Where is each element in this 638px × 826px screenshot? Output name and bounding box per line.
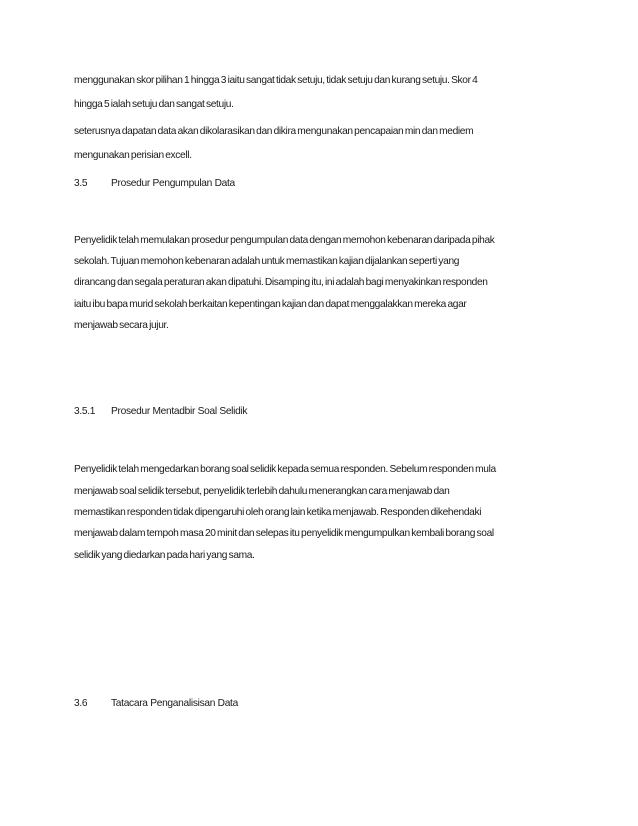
paragraph-3-line-2: sekolah. Tujuan memohon kebenaran adalah untuk memastikan kajian dijalankan seperti yang [74, 256, 460, 267]
paragraph-1-line-2: hingga 5 ialah setuju dan sangat setuju. [74, 99, 234, 110]
paragraph-4-line-1: Penyelidik telah mengedarkan borang soal selidik kepada semua responden. Sebelum responden mula [74, 464, 496, 475]
paragraph-3-line-5: menjawab secara jujur. [74, 320, 169, 331]
paragraph-3-line-4: iaitu ibu bapa murid sekolah berkaitan kepentingan kajian dan dapat menggalakkan mereka agar [74, 299, 467, 310]
section-heading-3-5 [74, 177, 235, 191]
section-number: 3.5 [74, 178, 88, 189]
section-heading-3-6 [74, 697, 238, 711]
paragraph-4-line-2: menjawab soal selidik tersebut, penyelidik terlebih dahulu menerangkan cara menjawab dan [74, 486, 450, 497]
paragraph-4-line-5: selidik yang diedarkan pada hari yang sama. [74, 550, 255, 561]
section-number: 3.6 [74, 698, 88, 709]
section-heading-3-5-1 [74, 405, 247, 419]
paragraph-4-line-4: menjawab dalam tempoh masa 20 minit dan selepas itu penyelidik mengumpulkan kembali borang soal [74, 528, 494, 539]
paragraph-4-line-3: memastikan responden tidak dipengaruhi oleh orang lain ketika menjawab. Responden dikehendaki [74, 507, 482, 518]
section-title: Prosedur Mentadbir Soal Selidik [111, 406, 248, 417]
section-title: Prosedur Pengumpulan Data [111, 178, 235, 189]
paragraph-3-line-1: Penyelidik telah memulakan prosedur pengumpulan data dengan memohon kebenaran daripada pihak [74, 235, 495, 246]
section-number: 3.5.1 [74, 406, 96, 417]
paragraph-2-line-2: mengunakan perisian excell. [74, 150, 192, 161]
section-title: Tatacara Penganalisisan Data [111, 698, 238, 709]
paragraph-2-line-1: seterusnya dapatan data akan dikolarasikan dan dikira mengunakan pencapaian min dan mediem [74, 126, 474, 137]
paragraph-3-line-3: dirancang dan segala peraturan akan dipatuhi. Disamping itu, ini adalah bagi menyakinkan responden [74, 277, 488, 288]
paragraph-1-line-1: menggunakan skor pilihan 1 hingga 3 iaitu sangat tidak setuju, tidak setuju dan kurang setuju. Skor 4 [74, 75, 478, 86]
